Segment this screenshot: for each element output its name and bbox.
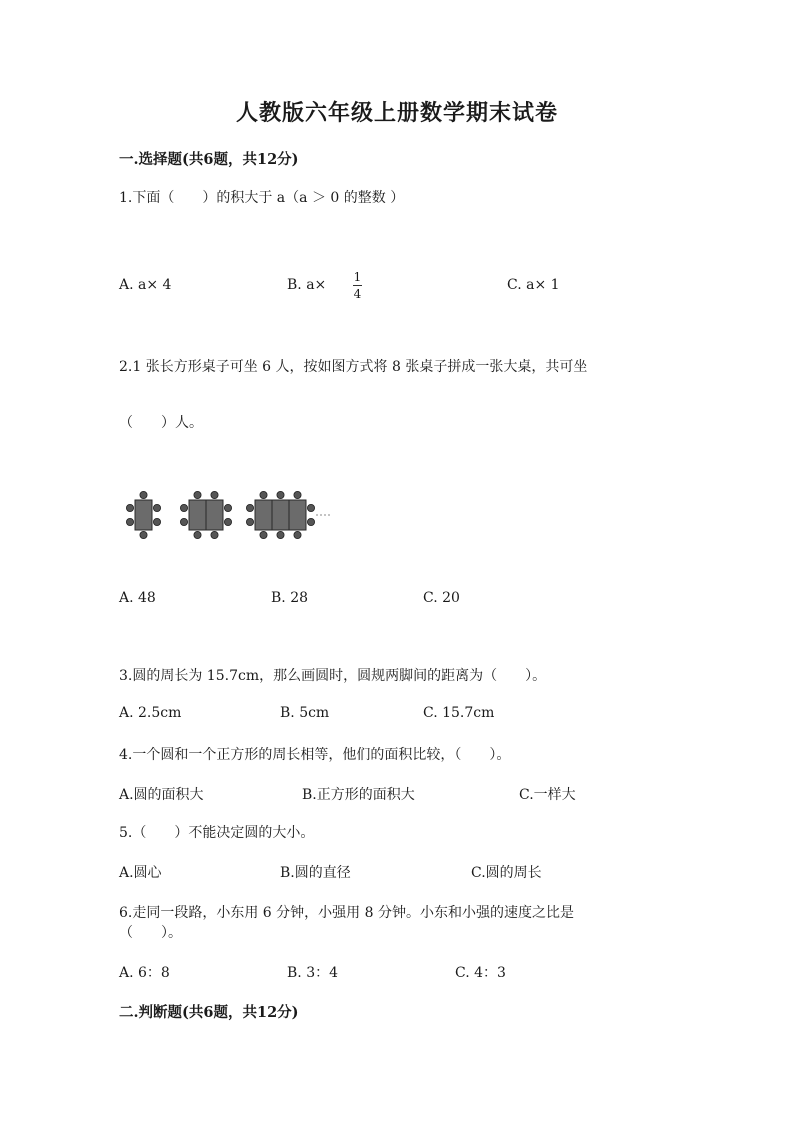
section-heading-choice: 一.选择题(共6题，共12分) xyxy=(119,151,299,168)
table-rect xyxy=(206,500,223,530)
q1-option-b[interactable]: B. a× xyxy=(287,277,327,293)
seat-circle xyxy=(294,531,301,538)
seat-circle xyxy=(180,504,187,511)
seat-circle xyxy=(153,518,160,525)
q5-option-b[interactable]: B.圆的直径 xyxy=(280,865,351,881)
table-rect xyxy=(272,500,289,530)
seat-circle xyxy=(246,504,253,511)
question-3-text: 3.圆的周长为 15.7cm，那么画圆时，圆规两脚间的距离为（ ）。 xyxy=(119,668,547,684)
seat-circle xyxy=(277,491,284,498)
q3-option-a[interactable]: A. 2.5cm xyxy=(119,705,182,721)
seat-circle xyxy=(194,491,201,498)
seat-circle xyxy=(211,531,218,538)
seat-circle xyxy=(153,504,160,511)
table-rect xyxy=(189,500,206,530)
seat-circle xyxy=(140,531,147,538)
question-5-text: 5.（ ）不能决定圆的大小。 xyxy=(119,825,315,841)
page-title: 人教版六年级上册数学期末试卷 xyxy=(235,100,558,126)
q1-option-b-fraction xyxy=(353,270,362,301)
question-6-text-line2: （ ）。 xyxy=(119,925,182,941)
q4-option-c[interactable]: C.一样大 xyxy=(519,787,576,803)
question-4-text: 4.一个圆和一个正方形的周长相等，他们的面积比较，（ ）。 xyxy=(119,747,511,763)
seat-circle xyxy=(294,491,301,498)
q6-option-c[interactable]: C. 4：3 xyxy=(455,965,506,981)
seat-circle xyxy=(260,531,267,538)
seat-circle xyxy=(194,531,201,538)
seat-circle xyxy=(307,504,314,511)
q6-option-b[interactable]: B. 3：4 xyxy=(287,965,339,981)
q4-option-b[interactable]: B.正方形的面积大 xyxy=(302,787,415,803)
fraction-denominator: 4 xyxy=(353,287,362,301)
seat-circle xyxy=(180,518,187,525)
fraction-bar xyxy=(353,285,362,286)
q1-option-c[interactable]: C. a× 1 xyxy=(507,277,560,293)
q5-option-a[interactable]: A.圆心 xyxy=(119,865,162,881)
seat-circle xyxy=(260,491,267,498)
seat-circle xyxy=(211,491,218,498)
question-1-text: 1.下面（ ）的积大于 a（a ＞ 0 的整数 ） xyxy=(119,190,405,206)
q2-option-a[interactable]: A. 48 xyxy=(119,590,156,606)
question-2-text-line2: （ ）人。 xyxy=(119,415,203,431)
q3-option-c[interactable]: C. 15.7cm xyxy=(423,705,495,721)
seat-circle xyxy=(246,518,253,525)
q2-option-c[interactable]: C. 20 xyxy=(423,590,460,606)
q4-option-a[interactable]: A.圆的面积大 xyxy=(119,787,204,803)
seat-circle xyxy=(140,491,147,498)
q6-option-a[interactable]: A. 6：8 xyxy=(119,965,170,981)
seat-circle xyxy=(126,518,133,525)
q1-option-a[interactable]: A. a× 4 xyxy=(119,277,172,293)
tables-figure xyxy=(126,486,341,544)
table-rect xyxy=(135,500,152,530)
table-arrangement-group xyxy=(126,491,330,538)
question-2-text-line1: 2.1 张长方形桌子可坐 6 人，按如图方式将 8 张桌子拼成一张大桌，共可坐 xyxy=(119,359,588,375)
q3-option-b[interactable]: B. 5cm xyxy=(280,705,330,721)
seat-circle xyxy=(307,518,314,525)
seat-circle xyxy=(224,518,231,525)
question-6-text-line1: 6.走同一段路，小东用 6 分钟，小强用 8 分钟。小东和小强的速度之比是 xyxy=(119,905,574,921)
seat-circle xyxy=(224,504,231,511)
fraction-numerator: 1 xyxy=(353,270,362,284)
section-heading-judgement: 二.判断题(共6题，共12分) xyxy=(119,1004,299,1021)
seat-circle xyxy=(126,504,133,511)
q2-option-b[interactable]: B. 28 xyxy=(271,590,309,606)
seat-circle xyxy=(277,531,284,538)
q5-option-c[interactable]: C.圆的周长 xyxy=(471,865,542,881)
table-rect xyxy=(289,500,306,530)
table-rect xyxy=(255,500,272,530)
